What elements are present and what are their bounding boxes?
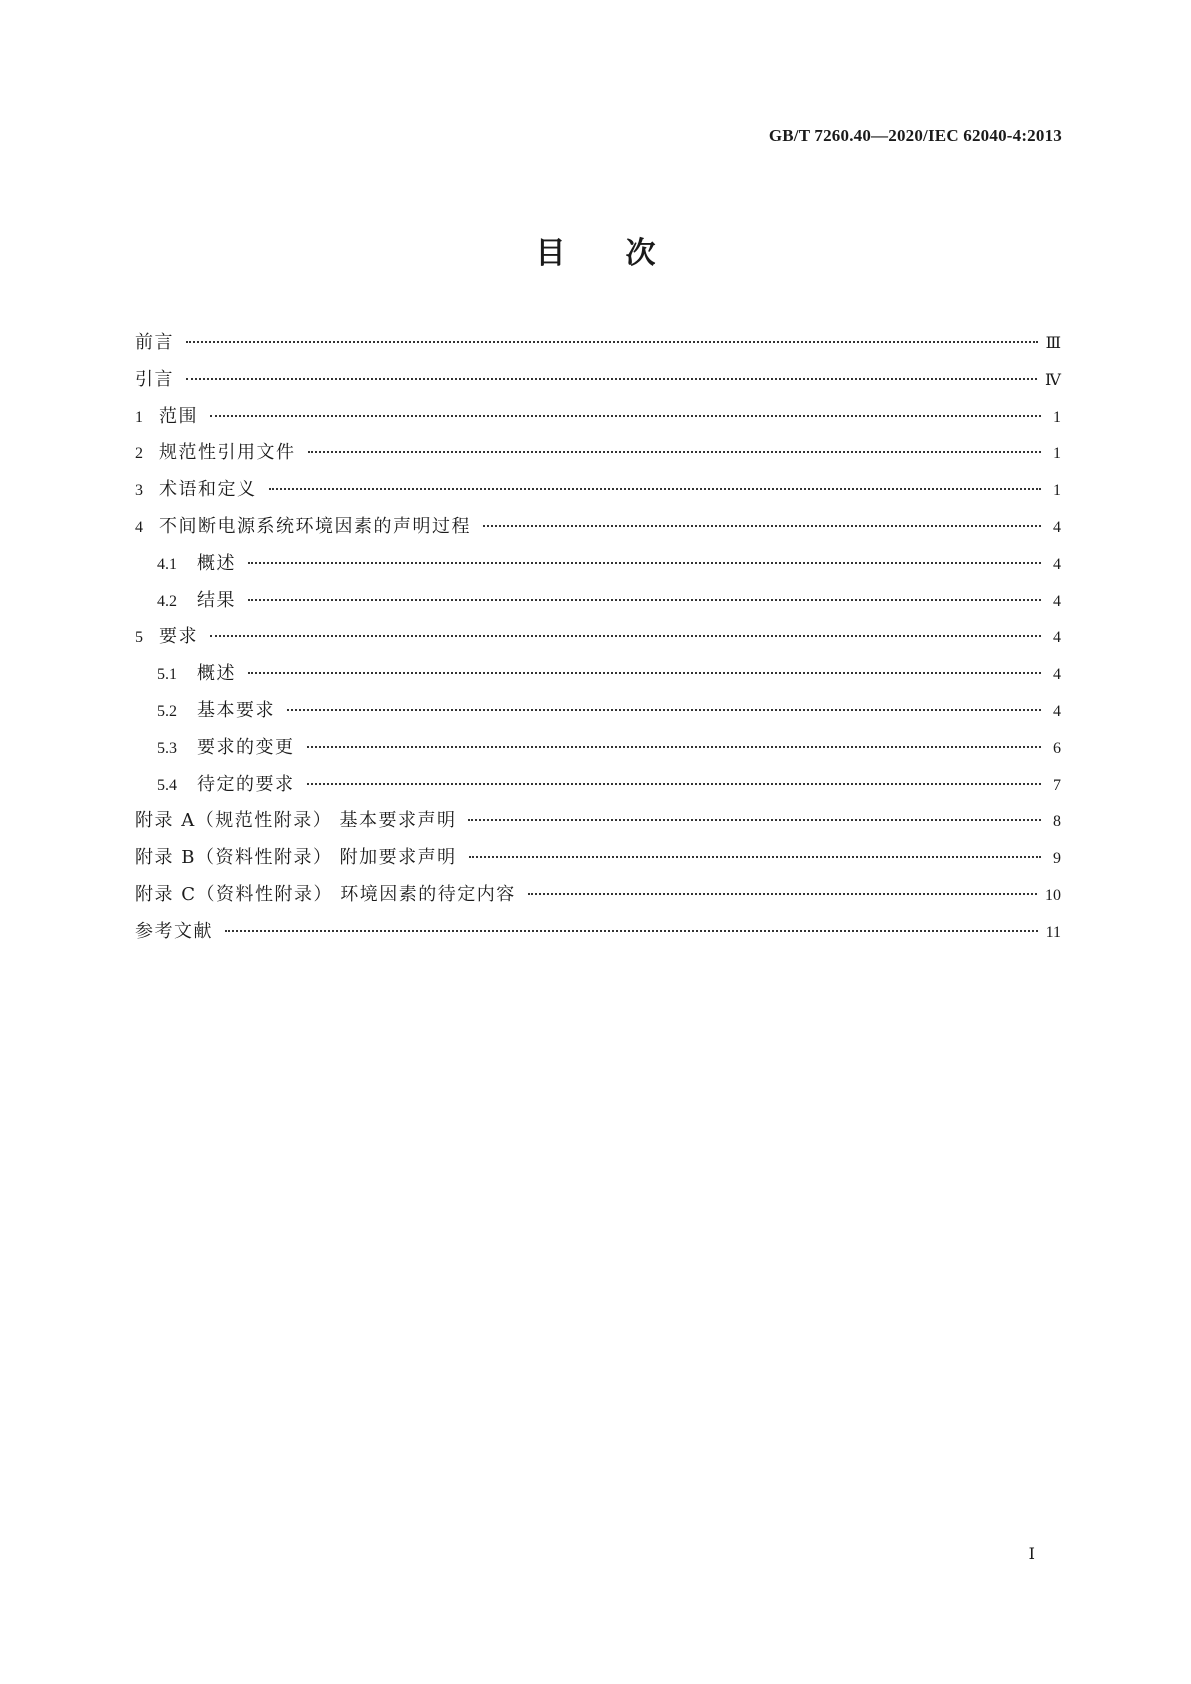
toc-entry-label: 术语和定义 — [159, 479, 257, 501]
toc-entry[interactable] — [135, 583, 1061, 620]
toc-entry-page: 11 — [1045, 923, 1061, 941]
page-title: 目次 — [535, 236, 716, 271]
toc-leader — [225, 929, 1038, 932]
toc-entry[interactable] — [135, 546, 1061, 583]
toc-leader — [269, 487, 1042, 490]
toc-entry-page: 6 — [1053, 739, 1061, 757]
toc-entry-page: 1 — [1053, 445, 1061, 463]
toc-entry[interactable] — [135, 693, 1061, 730]
toc-entry-label: 附录 C（资料性附录） 环境因素的待定内容 — [135, 883, 516, 905]
toc-entry[interactable] — [135, 325, 1061, 362]
toc-entry-label: 引言 — [135, 368, 174, 390]
toc-entry-label: 结果 — [197, 589, 236, 611]
toc-entry-number: 4 — [135, 518, 143, 536]
toc-entry-page: 10 — [1045, 886, 1061, 904]
toc-entry-page: 4 — [1053, 666, 1061, 684]
page-number: Ⅰ — [1028, 1546, 1035, 1563]
toc-entry-label: 附录 A（规范性附录） 基本要求声明 — [135, 810, 457, 832]
toc-entry-page: 8 — [1053, 813, 1061, 831]
toc-entry-label: 范围 — [159, 405, 198, 427]
toc-entry-number: 5.3 — [157, 739, 177, 757]
toc-entry-label: 参考文献 — [135, 920, 213, 942]
toc-entry-label: 概述 — [197, 663, 236, 685]
toc-entry-page: 4 — [1053, 555, 1061, 573]
toc-entry-page: 4 — [1053, 518, 1061, 536]
toc-entry-label: 待定的要求 — [197, 773, 295, 795]
toc-entry-label: 附录 B（资料性附录） 附加要求声明 — [135, 847, 457, 869]
toc-entry-label: 不间断电源系统环境因素的声明过程 — [159, 515, 471, 537]
toc-entry[interactable] — [135, 730, 1061, 767]
toc-entry-label: 基本要求 — [197, 699, 275, 721]
toc-leader — [210, 414, 1041, 417]
toc-entry[interactable] — [135, 877, 1061, 914]
toc-entry-page: 4 — [1053, 592, 1061, 610]
toc-entry[interactable] — [135, 914, 1061, 951]
toc-leader — [307, 745, 1042, 748]
table-of-contents — [135, 325, 1061, 951]
toc-entry-page: 1 — [1053, 408, 1061, 426]
toc-entry-label: 前言 — [135, 332, 174, 353]
toc-entry-page: Ⅳ — [1045, 371, 1061, 389]
toc-entry[interactable] — [135, 767, 1061, 804]
toc-entry[interactable] — [135, 840, 1061, 877]
toc-leader — [248, 598, 1041, 601]
toc-leader — [210, 634, 1041, 637]
toc-entry-label: 要求 — [159, 626, 198, 648]
toc-entry-label: 概述 — [197, 552, 236, 574]
toc-entry-label: 规范性引用文件 — [159, 442, 296, 464]
toc-leader — [469, 855, 1041, 858]
toc-entry[interactable] — [135, 619, 1061, 656]
toc-entry-number: 3 — [135, 482, 143, 500]
toc-entry-label: 要求的变更 — [197, 736, 295, 758]
toc-leader — [308, 450, 1042, 453]
toc-entry[interactable] — [135, 435, 1061, 472]
toc-entry-number: 4.2 — [157, 592, 177, 610]
toc-leader — [248, 561, 1041, 564]
toc-entry[interactable] — [135, 509, 1061, 546]
toc-leader — [186, 340, 1038, 343]
toc-entry-page: 7 — [1053, 776, 1061, 794]
toc-entry[interactable] — [135, 399, 1061, 436]
toc-entry-number: 5.4 — [157, 776, 177, 794]
toc-entry-number: 2 — [135, 445, 143, 463]
toc-entry-page: Ⅲ — [1045, 335, 1061, 352]
toc-entry[interactable] — [135, 472, 1061, 509]
toc-entry-page: 1 — [1053, 482, 1061, 500]
toc-entry[interactable] — [135, 656, 1061, 693]
standard-code: GB/T 7260.40—2020/IEC 62040-4:2013 — [768, 126, 1062, 145]
toc-leader — [248, 671, 1041, 674]
toc-entry-number: 1 — [135, 408, 143, 426]
toc-entry-page: 4 — [1053, 702, 1061, 720]
toc-entry-number: 5 — [135, 629, 143, 647]
toc-entry[interactable] — [135, 803, 1061, 840]
toc-leader — [307, 782, 1042, 785]
toc-leader — [528, 892, 1037, 895]
toc-entry-number: 5.2 — [157, 702, 177, 720]
toc-leader — [186, 377, 1037, 380]
toc-entry[interactable] — [135, 362, 1061, 399]
toc-leader — [287, 708, 1041, 711]
toc-leader — [483, 524, 1041, 527]
toc-leader — [468, 818, 1041, 821]
toc-entry-page: 9 — [1053, 850, 1061, 868]
toc-entry-number: 4.1 — [157, 555, 177, 573]
toc-entry-page: 4 — [1053, 629, 1061, 647]
toc-entry-number: 5.1 — [157, 666, 177, 684]
